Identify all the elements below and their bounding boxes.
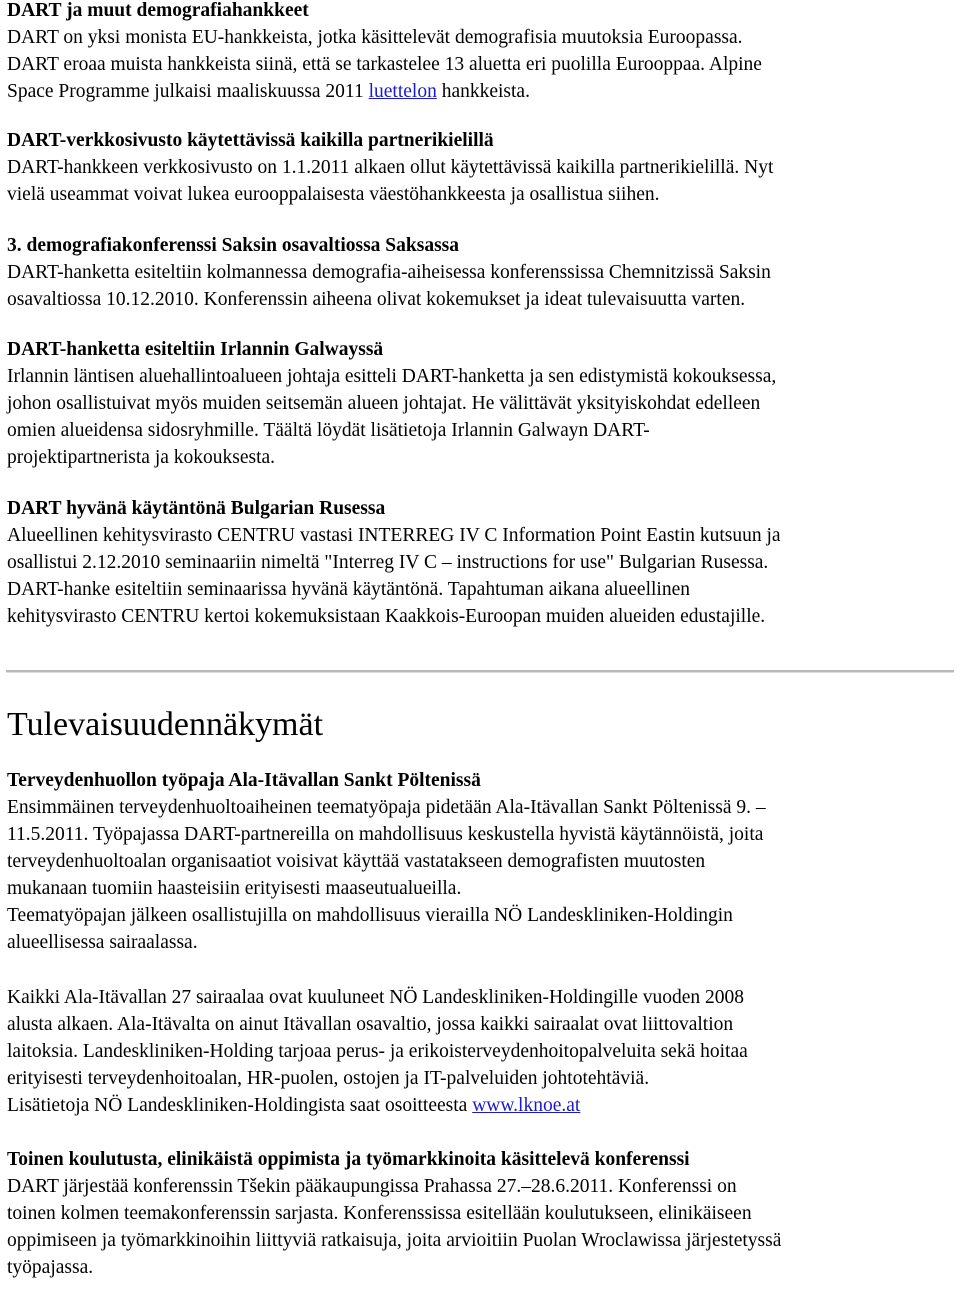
- paragraph-line: DART on yksi monista EU-hankkeista, jotka käsittelevät demografisia muutoksia Euroopassa.: [7, 27, 743, 48]
- horizontal-divider: [6, 670, 954, 673]
- paragraph-line: Irlannin läntisen aluehallintoalueen johtaja esitteli DART-hanketta ja sen edistymistä kokouksessa,: [7, 366, 777, 387]
- paragraph-line: mukanaan tuomiin haasteisiin erityisesti maaseutualueilla.: [7, 878, 462, 899]
- paragraph-line: johon osallistuivat myös muiden seitsemän alueen johtajat. He välittävät yksityiskohdat edelleen: [7, 393, 761, 414]
- paragraph-line: Kaikki Ala-Itävallan 27 sairaalaa ovat kuuluneet NÖ Landeskliniken-Holdingille vuoden 2008: [7, 987, 745, 1008]
- section-health-workshop: [7, 767, 953, 1119]
- paragraph-line: osavaltiossa 10.12.2010. Konferenssin aiheena olivat kokemukset ja ideat tulevaisuutta varten.: [7, 289, 746, 310]
- paragraph-line: Alueellinen kehitysvirasto CENTRU vastasi INTERREG IV C Information Point Eastin kutsuun ja: [7, 525, 781, 546]
- paragraph-line: kehitysvirasto CENTRU kertoi kokemuksistaan Kaakkois-Euroopan muiden alueiden edustajille.: [7, 606, 766, 627]
- paragraph-text: hankkeista.: [436, 81, 530, 102]
- paragraph-line: DART järjestää konferenssin Tšekin pääkaupungissa Prahassa 27.–28.6.2011. Konferenssi on: [7, 1176, 737, 1197]
- paragraph-line: DART eroaa muista hankkeista siinä, että se tarkastelee 13 aluetta eri puolilla Eurooppaa. Alpine: [7, 54, 762, 75]
- paragraph-line: Teematyöpajan jälkeen osallistujilla on mahdollisuus vierailla NÖ Landeskliniken-Holdingin: [7, 905, 733, 926]
- paragraph-line: toinen kolmen teemakonferenssin sarjasta. Konferenssissa esitellään koulutukseen, elinikäiseen: [7, 1203, 752, 1224]
- section-demography-conference-saxony: [7, 232, 953, 313]
- paragraph-line: projektipartnerista ja kokouksesta.: [7, 447, 276, 468]
- paragraph-text: Lisätietoja NÖ Landeskliniken-Holdingista saat osoitteesta: [7, 1095, 473, 1116]
- paragraph-line: laitoksia. Landeskliniken-Holding tarjoaa perus- ja erikoisterveydenhoitopalveluita sekä hoitaa: [7, 1041, 748, 1062]
- section-ruse-good-practice: [7, 495, 953, 630]
- section-galway-presentation: [7, 336, 953, 471]
- paragraph-line: vielä useammat voivat lukea eurooppalaisesta väestöhankkeesta ja osallistua siihen.: [7, 184, 660, 205]
- section-heading: DART-hanketta esiteltiin Irlannin Galwayssä: [7, 339, 384, 360]
- paragraph-line: terveydenhuoltoalan organisaatiot voisivat käyttää vastatakseen demografisten muutosten: [7, 851, 706, 872]
- paragraph-line: [7, 78, 953, 105]
- paragraph-line: DART-hanketta esiteltiin kolmannessa demografia-aiheisessa konferenssissa Chemnitzissä Saksin: [7, 262, 771, 283]
- paragraph-line: alusta alkaen. Ala-Itävalta on ainut Itävallan osavaltio, jossa kaikki sairaalat ovat liittovaltion: [7, 1014, 734, 1035]
- section-heading: 3. demografiakonferenssi Saksin osavaltiossa Saksassa: [7, 235, 460, 256]
- section-heading: Terveydenhuollon työpaja Ala-Itävallan Sankt Pöltenissä: [7, 770, 481, 791]
- lknoe-link[interactable]: www.lknoe.at: [472, 1095, 581, 1116]
- luettelon-link[interactable]: luettelon: [368, 81, 437, 102]
- paragraph-line: 11.5.2011. Työpajassa DART-partnereilla on mahdollisuus keskustella hyvistä käytännöistä, joita: [7, 824, 764, 845]
- section-heading: DART ja muut demografiahankkeet: [7, 0, 309, 21]
- section-heading: Toinen koulutusta, elinikäistä oppimista ja työmarkkinoita käsittelevä konferenssi: [7, 1149, 690, 1170]
- paragraph-line: osallistui 2.12.2010 seminaariin nimeltä "Interreg IV C – instructions for use" Bulgarian Rusessa.: [7, 552, 769, 573]
- paragraph-line: omien alueidensa sidosryhmille. Täältä löydät lisätietoja Irlannin Galwayn DART-: [7, 420, 650, 441]
- future-outlook-title: Tulevaisuudennäkymät: [7, 706, 324, 743]
- paragraph-line: oppimiseen ja työmarkkinoihin liittyviä ratkaisuja, joita arvioitiin Puolan Wroclawissa järjestetyssä: [7, 1230, 782, 1251]
- paragraph-line: DART-hanke esiteltiin seminaarissa hyvänä käytäntönä. Tapahtuman aikana alueellinen: [7, 579, 690, 600]
- section-website-languages: [7, 127, 953, 208]
- paragraph-line: [7, 1092, 953, 1119]
- section-heading: DART-verkkosivusto käytettävissä kaikilla partnerikielillä: [7, 130, 494, 151]
- paragraph-line: alueellisessa sairaalassa.: [7, 932, 198, 953]
- paragraph-line: Ensimmäinen terveydenhuoltoaiheinen teematyöpaja pidetään Ala-Itävallan Sankt Pöltenissä 9. –: [7, 797, 766, 818]
- section-heading: DART hyvänä käytäntönä Bulgarian Rusessa: [7, 498, 386, 519]
- section-education-conference: [7, 1146, 953, 1281]
- paragraph-line: työpajassa.: [7, 1257, 94, 1278]
- paragraph-line: erityisesti terveydenhoitoalan, HR-puolen, ostojen ja IT-palveluiden johtotehtäviä.: [7, 1068, 650, 1089]
- paragraph-text: Space Programme julkaisi maaliskuussa 2011: [7, 81, 369, 102]
- section-dart-demography-projects: [7, 0, 953, 105]
- paragraph-line: DART-hankkeen verkkosivusto on 1.1.2011 alkaen ollut käytettävissä kaikilla partnerikielillä. Nyt: [7, 157, 774, 178]
